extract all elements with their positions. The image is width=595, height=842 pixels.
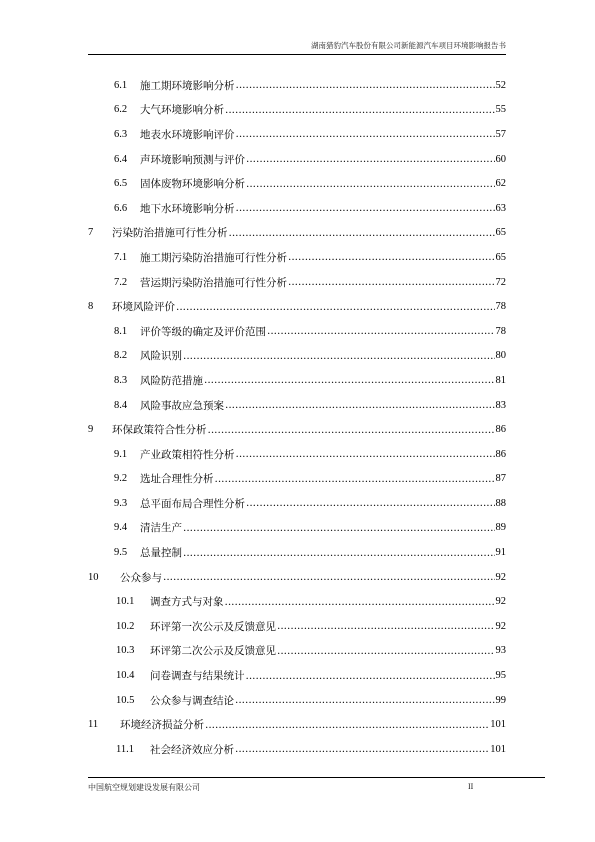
toc-entry-page: 101 xyxy=(490,743,506,755)
toc-entry-title: 风险事故应急预案 xyxy=(140,399,224,412)
toc-entry-number: 9 xyxy=(88,424,94,436)
toc-entry-number: 8.2 xyxy=(114,350,128,362)
toc-entry-number: 7.1 xyxy=(114,251,128,263)
toc-entry-title: 总平面布局合理性分析 xyxy=(140,497,245,510)
footer-company: 中国航空规划建设发展有限公司 xyxy=(88,783,200,792)
toc-leader-dots xyxy=(236,448,495,460)
toc-entry-number: 7 xyxy=(88,227,94,239)
toc-leader-dots xyxy=(225,399,495,411)
toc-leader-dots xyxy=(246,178,495,190)
toc-entry[interactable] xyxy=(88,245,506,270)
toc-entry[interactable] xyxy=(88,540,506,565)
toc-entry-number: 11 xyxy=(88,719,99,731)
toc-leader-dots xyxy=(288,251,495,263)
toc-entry[interactable] xyxy=(88,639,506,664)
toc-entry-title: 大气环境影响分析 xyxy=(140,104,224,117)
toc-entry-page: 88 xyxy=(495,497,506,509)
toc-entry-number: 9.4 xyxy=(114,522,128,534)
toc-entry-number: 10.1 xyxy=(116,596,135,608)
toc-entry-page: 62 xyxy=(495,178,506,190)
toc-entry-title: 公众参与 xyxy=(120,571,162,584)
toc-entry-number: 9.3 xyxy=(114,497,128,509)
toc-entry-title: 声环境影响预测与评价 xyxy=(140,153,245,166)
toc-entry[interactable] xyxy=(88,442,506,467)
toc-entry-number: 10.2 xyxy=(116,620,135,632)
toc-entry-page: 89 xyxy=(495,522,506,534)
toc-entry[interactable] xyxy=(88,737,506,762)
toc-entry-title: 地表水环境影响评价 xyxy=(140,128,235,141)
toc-entry-page: 52 xyxy=(495,79,506,91)
page-header xyxy=(88,38,506,55)
toc-entry-number: 9.2 xyxy=(114,473,128,485)
toc-entry-title: 总量控制 xyxy=(140,547,182,560)
toc-leader-dots xyxy=(246,497,495,509)
toc-entry-page: 63 xyxy=(495,202,506,214)
toc-leader-dots xyxy=(215,473,495,485)
toc-leader-dots xyxy=(163,571,495,583)
toc-leader-dots xyxy=(236,128,495,140)
toc-leader-dots xyxy=(235,694,495,706)
toc-entry-title: 公众参与调查结论 xyxy=(150,694,234,707)
toc-entry-title: 环评第一次公示及反馈意见 xyxy=(150,620,276,633)
toc-entry-title: 风险防范措施 xyxy=(140,374,203,387)
toc-leader-dots xyxy=(236,202,495,214)
toc-entry-page: 87 xyxy=(495,473,506,485)
toc-entry-title: 施工期污染防治措施可行性分析 xyxy=(140,251,287,264)
toc-leader-dots xyxy=(176,301,495,313)
toc-entry[interactable] xyxy=(88,98,506,123)
toc-entry-title: 环评第二次公示及反馈意见 xyxy=(150,645,276,658)
toc-leader-dots xyxy=(208,424,495,436)
toc-leader-dots xyxy=(277,620,495,632)
toc-entry-title: 社会经济效应分析 xyxy=(150,743,234,756)
toc-entry-number: 11.1 xyxy=(116,743,134,755)
toc-leader-dots xyxy=(288,276,495,288)
toc-entry[interactable] xyxy=(88,393,506,418)
footer-page-number: II xyxy=(468,782,474,791)
toc-entry[interactable] xyxy=(88,344,506,369)
toc-leader-dots xyxy=(236,79,495,91)
toc-entry[interactable] xyxy=(88,417,506,442)
toc-entry[interactable] xyxy=(88,565,506,590)
toc-entry-title: 调查方式与对象 xyxy=(150,596,224,609)
toc-entry-title: 污染防治措施可行性分析 xyxy=(112,227,228,240)
toc-entry[interactable] xyxy=(88,196,506,221)
toc-entry-title: 问卷调查与结果统计 xyxy=(150,670,245,683)
toc-entry-number: 8.3 xyxy=(114,374,128,386)
toc-entry-title: 环境经济损益分析 xyxy=(120,719,204,732)
table-of-contents xyxy=(88,73,506,762)
toc-leader-dots xyxy=(235,743,489,755)
toc-entry[interactable] xyxy=(88,589,506,614)
toc-entry[interactable] xyxy=(88,491,506,516)
toc-entry-page: 86 xyxy=(495,448,506,460)
toc-entry-number: 9.5 xyxy=(114,547,128,559)
toc-entry-page: 60 xyxy=(495,153,506,165)
toc-entry-page: 65 xyxy=(495,227,506,239)
toc-entry-title: 营运期污染防治措施可行性分析 xyxy=(140,276,287,289)
toc-entry-title: 地下水环境影响分析 xyxy=(140,202,235,215)
header-title: 湖南猎豹汽车股份有限公司新能源汽车项目环境影响报告书 xyxy=(311,41,506,50)
toc-entry[interactable] xyxy=(88,270,506,295)
toc-leader-dots xyxy=(229,227,495,239)
toc-entry-number: 10.3 xyxy=(116,645,135,657)
toc-entry[interactable] xyxy=(88,614,506,639)
toc-leader-dots xyxy=(225,104,495,116)
toc-entry[interactable] xyxy=(88,516,506,541)
toc-entry-title: 环保政策符合性分析 xyxy=(112,424,207,437)
toc-entry[interactable] xyxy=(88,147,506,172)
toc-entry-page: 72 xyxy=(495,276,506,288)
toc-leader-dots xyxy=(183,350,495,362)
toc-entry-number: 6.3 xyxy=(114,128,128,140)
toc-leader-dots xyxy=(204,374,495,386)
toc-entry[interactable] xyxy=(88,712,506,737)
toc-leader-dots xyxy=(277,645,495,657)
toc-entry-page: 95 xyxy=(495,670,506,682)
toc-entry-number: 8.1 xyxy=(114,325,128,337)
toc-entry-page: 57 xyxy=(495,128,506,140)
toc-entry-page: 65 xyxy=(495,251,506,263)
toc-entry[interactable] xyxy=(88,663,506,688)
toc-entry[interactable] xyxy=(88,294,506,319)
toc-entry-number: 6.6 xyxy=(114,202,128,214)
toc-entry[interactable] xyxy=(88,73,506,98)
toc-entry-title: 评价等级的确定及评价范围 xyxy=(140,325,266,338)
toc-entry[interactable] xyxy=(88,122,506,147)
toc-entry-title: 产业政策相符性分析 xyxy=(140,448,235,461)
toc-entry-title: 清洁生产 xyxy=(140,522,182,535)
toc-leader-dots xyxy=(267,325,495,337)
toc-entry-number: 10.4 xyxy=(116,670,135,682)
toc-entry[interactable] xyxy=(88,368,506,393)
toc-entry-page: 99 xyxy=(495,694,506,706)
footer-divider xyxy=(88,777,545,778)
toc-entry-number: 9.1 xyxy=(114,448,128,460)
toc-leader-dots xyxy=(246,153,495,165)
toc-entry-page: 81 xyxy=(495,374,506,386)
toc-entry[interactable] xyxy=(88,171,506,196)
toc-entry-page: 83 xyxy=(495,399,506,411)
toc-entry-number: 7.2 xyxy=(114,276,128,288)
toc-entry-page: 86 xyxy=(495,424,506,436)
toc-entry[interactable] xyxy=(88,221,506,246)
toc-entry-page: 92 xyxy=(495,596,506,608)
toc-entry-number: 10.5 xyxy=(116,694,135,706)
toc-entry-page: 80 xyxy=(495,350,506,362)
toc-entry-number: 6.1 xyxy=(114,79,128,91)
toc-entry-page: 93 xyxy=(495,645,506,657)
toc-entry-title: 固体废物环境影响分析 xyxy=(140,178,245,191)
toc-entry-page: 92 xyxy=(495,571,506,583)
toc-leader-dots xyxy=(246,670,495,682)
toc-leader-dots xyxy=(183,547,495,559)
toc-entry-number: 8 xyxy=(88,301,94,313)
toc-leader-dots xyxy=(225,596,495,608)
toc-entry-title: 选址合理性分析 xyxy=(140,473,214,486)
toc-leader-dots xyxy=(205,719,489,731)
toc-leader-dots xyxy=(183,522,495,534)
toc-entry-page: 91 xyxy=(495,547,506,559)
toc-entry-page: 55 xyxy=(495,104,506,116)
toc-entry-title: 环境风险评价 xyxy=(112,301,175,314)
toc-entry-title: 施工期环境影响分析 xyxy=(140,79,235,92)
toc-entry-number: 6.2 xyxy=(114,104,128,116)
toc-entry-number: 8.4 xyxy=(114,399,128,411)
toc-entry-title: 风险识别 xyxy=(140,350,182,363)
toc-entry[interactable] xyxy=(88,467,506,492)
toc-entry-page: 78 xyxy=(495,325,506,337)
toc-entry[interactable] xyxy=(88,319,506,344)
toc-entry-page: 101 xyxy=(490,719,506,731)
toc-entry-number: 6.4 xyxy=(114,153,128,165)
toc-entry-number: 6.5 xyxy=(114,178,128,190)
toc-entry-page: 78 xyxy=(495,301,506,313)
toc-entry-number: 10 xyxy=(88,571,99,583)
toc-entry-page: 92 xyxy=(495,620,506,632)
toc-entry[interactable] xyxy=(88,688,506,713)
